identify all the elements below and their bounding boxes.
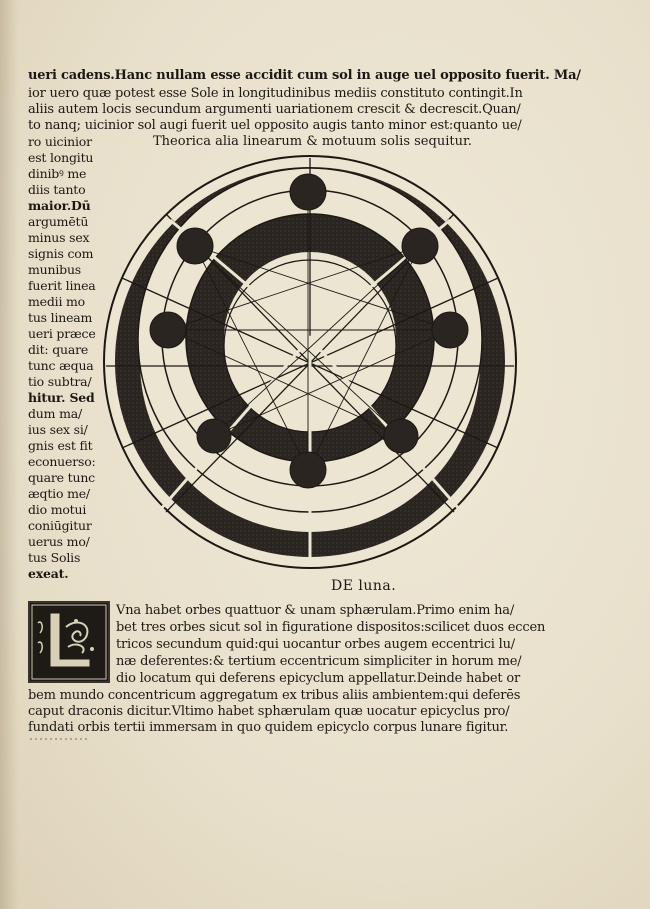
gutter-shadow bbox=[0, 0, 18, 909]
text-line-2: ior uero quæ potest esse Sole in longitudinibus mediis constituto contingit.In bbox=[28, 86, 523, 101]
side-line: dit: quare bbox=[28, 342, 89, 357]
text-line-bottom-6: bem mundo concentricum aggregatum ex tribus aliis ambientem:qui deferēs bbox=[28, 688, 521, 703]
side-line: est longitu bbox=[28, 150, 94, 165]
text-line-bottom-5: dio locatum qui deferens epicyclum appellatur.Deinde habet or bbox=[116, 671, 520, 686]
side-line: tus Solis bbox=[28, 550, 81, 565]
text-line-1: ueri cadens.Hanc nullam esse accidit cum sol in auge uel opposito fuerit. Ma/ bbox=[28, 68, 581, 83]
side-line: argumētū bbox=[28, 214, 89, 229]
side-line: ius sex si/ bbox=[28, 422, 88, 437]
side-line: quare tunc bbox=[28, 470, 95, 485]
text-line-3: aliis autem locis secundum argumenti uariationem crescit & decrescit.Quan/ bbox=[28, 102, 521, 117]
diagram-caption: Theorica alia linearum & motuum solis sequitur. bbox=[153, 134, 472, 149]
text-line-bottom-1: Vna habet orbes quattuor & unam sphærulam.Primo enim ha/ bbox=[116, 603, 515, 618]
side-line: medii mo bbox=[28, 294, 85, 309]
side-line: tunc æqua bbox=[28, 358, 94, 373]
side-line: munibus bbox=[28, 262, 82, 277]
side-line: minus sex bbox=[28, 230, 90, 245]
text-line-bottom-3: tricos secundum quid:qui uocantur orbes augem eccentrici lu/ bbox=[116, 637, 515, 652]
sun-theory-woodcut-diagram bbox=[100, 150, 524, 574]
faint-mark bbox=[30, 738, 90, 740]
text-line-bottom-2: bet tres orbes sicut sol in figuratione dispositos:scilicet duos eccen bbox=[116, 620, 546, 635]
side-line: signis com bbox=[28, 246, 94, 261]
side-line: fuerit linea bbox=[28, 278, 96, 293]
text-line-bottom-8: fundati orbis tertii immersam in quo quidem epicyclo corpus lunare figitur. bbox=[28, 720, 509, 735]
side-line: ro uicinior bbox=[28, 134, 92, 149]
side-line: exeat. bbox=[28, 566, 69, 581]
foliage-initial-icon bbox=[30, 603, 108, 681]
side-line: tio subtra/ bbox=[28, 374, 92, 389]
side-line: gnis est fit bbox=[28, 438, 93, 453]
side-line: dinibꝰ me bbox=[28, 166, 87, 181]
side-line: hitur. Sed bbox=[28, 390, 95, 405]
side-line: tus lineam bbox=[28, 310, 93, 325]
side-line: uerus mo/ bbox=[28, 534, 90, 549]
side-line: econuerso: bbox=[28, 454, 96, 469]
side-line: dio motui bbox=[28, 502, 87, 517]
side-line: æqtio me/ bbox=[28, 486, 90, 501]
decorated-initial bbox=[28, 601, 110, 683]
side-line: diis tanto bbox=[28, 182, 86, 197]
side-line: coniūgitur bbox=[28, 518, 92, 533]
side-line: ueri præce bbox=[28, 326, 96, 341]
text-line-4: to nanq; uicinior sol augi fuerit uel opposito augis tanto minor est:quanto ue/ bbox=[28, 118, 522, 133]
section-heading: DE luna. bbox=[331, 578, 397, 594]
text-line-bottom-7: caput draconis dicitur.Vltimo habet sphærulam quæ uocatur epicyclus pro/ bbox=[28, 704, 510, 719]
text-line-bottom-4: næ deferentes:& tertium eccentricum simpliciter in horum me/ bbox=[116, 654, 522, 669]
side-line: dum ma/ bbox=[28, 406, 82, 421]
side-line: maior.Dū bbox=[28, 198, 91, 213]
